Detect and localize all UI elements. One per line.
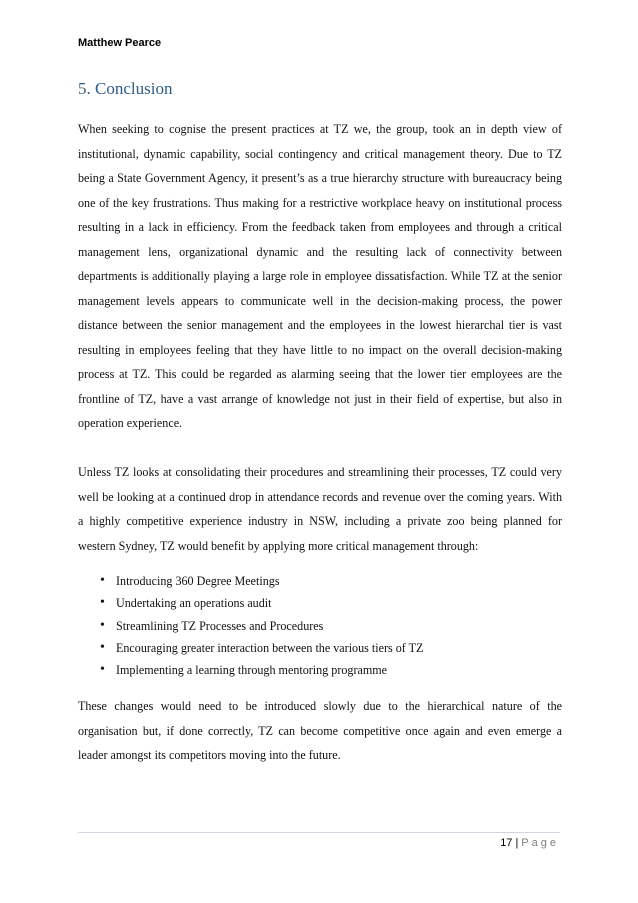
list-item <box>100 592 562 614</box>
page-number-value: 17 <box>500 837 513 849</box>
page-label: Page <box>521 837 559 849</box>
bullet-icon: • <box>100 573 105 588</box>
bullet-icon: • <box>100 595 105 611</box>
list-item <box>100 615 562 637</box>
list-item-text: Undertaking an operations audit <box>116 596 272 611</box>
page-number <box>500 837 559 849</box>
body-content <box>78 117 562 768</box>
list-item <box>100 637 562 659</box>
bullet-list <box>78 570 562 681</box>
bullet-icon: • <box>100 617 105 633</box>
paragraph: When seeking to cognise the present practices at TZ we, the group, took an in depth view of institutional, dynamic capability, social contingency and critical management theory. Due to TZ being a State Government Agency, it present’s as a true hierarchy structure with bureaucracy being one of the key frustrations. Thus making for a restrictive workplace heavy on institutional process resulting in a lack in efficiency. From the feedback taken from employees and through a critical management lens, organizational dynamic and the resulting lack of connectivity between departments is additionally playing a large role in employee dissatisfaction. While TZ at the senior management levels appears to communicate well in the decision-making process, the power distance between the senior management and the employees in the lowest hierarchal tier is vast resulting in employees feeling that they have little to no impact on the overall decision-making process at TZ. This could be regarded as alarming seeing that the lower tier employees are the frontline of TZ, have a vast arrange of knowledge not just in their field of expertise, but also in operation experience. <box>78 122 562 430</box>
header-author: Matthew Pearce <box>78 37 162 49</box>
bullet-icon: • <box>100 639 105 655</box>
list-item-text: Streamlining TZ Processes and Procedures <box>116 618 324 633</box>
list-item <box>100 570 562 592</box>
closing-paragraph: These changes would need to be introduced slowly due to the hierarchical nature of the organisation but, if done correctly, TZ can become competitive once again and even emerge a leader amongst its competitors moving into the future. <box>78 699 562 763</box>
paragraph: Unless TZ looks at consolidating their procedures and streamlining their processes, TZ could very well be looking at a continued drop in attendance records and revenue over the coming years. With a highly competitive experience industry in NSW, including a private zoo being planned for western Sydney, TZ would benefit by applying more critical management through: <box>78 465 562 553</box>
list-item-text: Introducing 360 Degree Meetings <box>116 574 280 588</box>
page-separator: | <box>515 837 519 849</box>
section-title: 5. Conclusion <box>78 79 173 98</box>
bullet-icon: • <box>100 662 105 678</box>
footer-divider <box>78 832 560 833</box>
list-item-text: Implementing a learning through mentoring programme <box>116 663 388 678</box>
list-item-text: Encouraging greater interaction between the various tiers of TZ <box>116 640 424 655</box>
list-item <box>100 659 562 681</box>
